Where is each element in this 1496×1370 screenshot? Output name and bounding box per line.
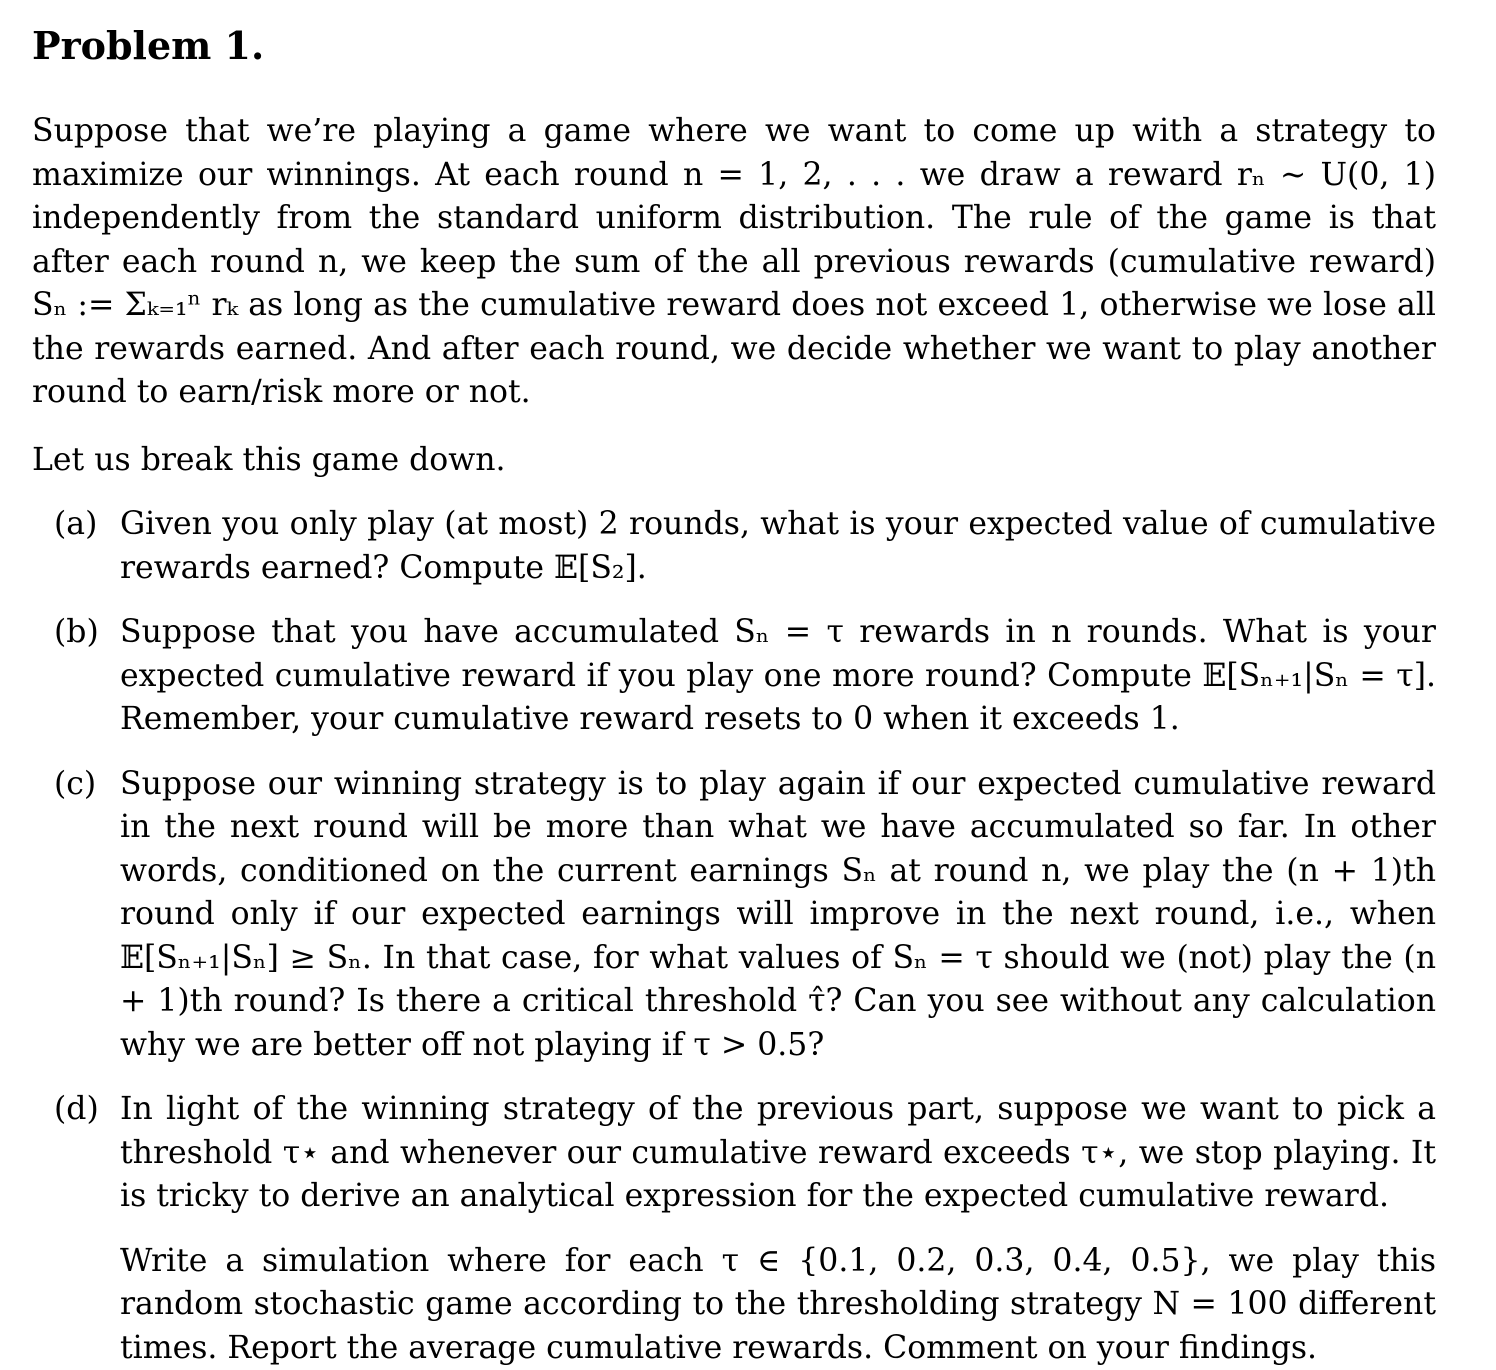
part-b — [32, 611, 1436, 742]
part-d-label: (d) — [54, 1088, 99, 1132]
part-c — [32, 763, 1436, 1068]
part-a-label: (a) — [54, 503, 97, 547]
problem-title: Problem 1. — [32, 22, 1436, 70]
part-a — [32, 503, 1436, 590]
part-a-text: Given you only play (at most) 2 rounds, what is your expected value of cumulative rewards earned? Compute 𝔼[S₂]. — [120, 503, 1436, 590]
problem-lead: Let us break this game down. — [32, 439, 1436, 483]
problem-intro: Suppose that we’re playing a game where we want to come up with a strategy to maximize our winnings. At each round n = 1, 2, . . . we draw a reward rₙ ∼ U(0, 1) independently from the standard uniform distribution. The rule of the game is that after each round n, we keep the sum of the all previous rewards (cumulative reward) Sₙ := Σₖ₌₁ⁿ rₖ as long as the cumulative reward does not exceed 1, otherwise we lose all the rewards earned. And after each round, we decide whether we want to play another round to earn/risk more or not. — [32, 110, 1436, 415]
part-c-text: Suppose our winning strategy is to play again if our expected cumulative reward in the next round will be more than what we have accumulated so far. In other words, conditioned on the current earnings Sₙ at round n, we play the (n + 1)th round only if our expected earnings will improve in the next round, i.e., when 𝔼[Sₙ₊₁|Sₙ] ≥ Sₙ. In that case, for what values of Sₙ = τ should we (not) play the (n + 1)th round? Is there a critical threshold τ̂? Can you see without any calculation why we are better off not playing if τ > 0.5? — [120, 763, 1436, 1068]
part-b-label: (b) — [54, 611, 99, 655]
part-d — [32, 1088, 1436, 1370]
problem-page — [32, 22, 1436, 1370]
part-b-text: Suppose that you have accumulated Sₙ = τ rewards in n rounds. What is your expected cumulative reward if you play one more round? Compute 𝔼[Sₙ₊₁|Sₙ = τ]. Remember, your cumulative reward resets to 0 when it exceeds 1. — [120, 611, 1436, 742]
part-c-label: (c) — [54, 763, 96, 807]
part-d-simulation-text: Write a simulation where for each τ ∈ {0.1, 0.2, 0.3, 0.4, 0.5}, we play this random stochastic game according to the thresholding strategy N = 100 different times. Report the average cumulative rewards. Comment on your findings. — [120, 1240, 1436, 1370]
part-d-text: In light of the winning strategy of the previous part, suppose we want to pick a threshold τ⋆ and whenever our cumulative reward exceeds τ⋆, we stop playing. It is tricky to derive an analytical expression for the expected cumulative reward. — [120, 1088, 1436, 1219]
